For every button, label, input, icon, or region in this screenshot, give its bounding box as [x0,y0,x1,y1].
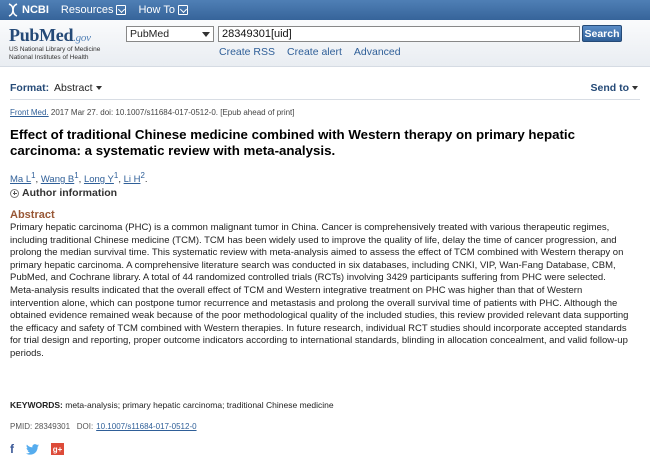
citation-text: 2017 Mar 27. doi: 10.1007/s11684-017-0512-0. [Epub ahead of print] [48,108,295,117]
resources-menu-label: Resources [60,4,114,16]
format-selector[interactable] [10,82,102,94]
database-select-value: PubMed [130,28,170,40]
pubmed-wordmark [9,25,100,46]
author-list [10,171,148,185]
author-separator: , [35,174,41,186]
ncbi-top-bar [0,0,650,20]
abstract-text: Primary hepatic carcinoma (PHC) is a common malignant tumor in China. Cancer is comprehensively treated with various therapeutic regimes, including traditional Chinese medicine (TCM). TCM has been widely used to improve the quality of life, delay the time of cancer progression, and prolong the median survival time. This systematic review with meta-analysis aimed to assess the effect of TCM combined with Western therapy on primary hepatic carcinoma. A comprehensive literature search was conducted in six databases, including CNKI, VIP, Wan-Fang Database, CBM, PubMed, and Cochrane library. A total of 44 randomized controlled trials (RCTs) involving 3429 participants suffering from PHC were selected. Meta-analysis results indicated that the overall effect of TCM and Western integrative treatment on PHC was higher than that of Western intervention alone, which can postpone tumor recurrence and metastasis and prolong the overall survival time of patients with PHC. Although the obtained evidence remained weak because of the poor methodological quality of the included studies, this review provided relevant data supporting the efficacy and safety of TCM combined with Western therapies. In future research, individual RCT studies should incorporate accepted standards for trial design and reporting, proper outcome indicators according to international standards, blinding in allocation concealment, and valid follow-up periods. [10,222,629,359]
ncbi-logo[interactable] [6,3,49,17]
chevron-down-icon [178,5,188,15]
search-links [219,46,401,58]
journal-link[interactable]: Front Med. [10,108,49,117]
format-label: Format: [10,82,50,94]
author-affiliation-sup[interactable]: 1 [74,171,79,180]
caret-down-icon [632,86,638,90]
expand-plus-icon [10,189,19,198]
pubmed-logo-word: PubMed [9,25,74,45]
author-separator: . [144,174,148,186]
how-to-menu-label: How To [138,4,175,16]
chevron-down-icon [116,5,126,15]
format-value: Abstract [54,82,93,94]
author-information-label: Author information [22,187,118,199]
pubmed-logo[interactable] [9,25,100,62]
keywords-label: KEYWORDS: [10,400,63,410]
author-separator: , [118,174,124,186]
dropdown-arrow-icon [202,32,210,37]
identifiers-line [10,422,197,431]
nih-line: National Institutes of Health [9,54,89,61]
author-link[interactable]: Long Y [83,174,114,186]
ncbi-logo-text: NCBI [22,4,49,16]
how-to-menu[interactable] [138,4,187,16]
advanced-search-link[interactable]: Advanced [353,46,401,58]
google-plus-icon[interactable]: g+ [52,444,63,454]
caret-down-icon [96,86,102,90]
search-header [0,20,650,67]
author-link[interactable]: Wang B [40,174,75,186]
keywords-text: meta-analysis; primary hepatic carcinoma; traditional Chinese medicine [62,400,334,410]
author-link[interactable]: Ma L [10,174,32,186]
author-affiliation-sup[interactable]: 1 [31,171,36,180]
pubmed-logo-gov: .gov [73,32,91,44]
database-select[interactable] [126,26,214,42]
resources-menu[interactable] [61,4,127,16]
social-share-bar [10,442,64,456]
pmid-text: PMID: 28349301 [10,422,71,431]
twitter-icon[interactable] [26,444,39,455]
author-separator: , [78,174,84,186]
author-link[interactable]: Li H [123,174,141,186]
keywords-line [10,400,334,410]
facebook-icon[interactable]: f [10,442,14,456]
abstract-heading: Abstract [10,209,55,221]
send-to-menu[interactable] [591,82,639,94]
nlm-line: US National Library of Medicine [9,46,101,53]
divider [10,99,640,100]
display-settings-row [10,82,638,94]
citation-line [10,108,295,117]
doi-link[interactable]: 10.1007/s11684-017-0512-0 [96,422,197,431]
search-button[interactable]: Search [582,25,622,42]
article-title: Effect of traditional Chinese medicine combined with Western therapy on primary hepatic carcinoma: a systematic review with meta-analysis. [10,127,575,158]
doi-label: DOI: [76,422,94,431]
author-affiliation-sup[interactable]: 1 [113,171,119,180]
search-input[interactable] [218,26,580,42]
create-rss-link[interactable]: Create RSS [219,46,276,58]
author-information-toggle[interactable] [10,187,117,199]
author-affiliation-sup[interactable]: 2 [140,171,145,180]
dna-icon [6,3,20,17]
send-to-label: Send to [590,82,629,94]
create-alert-link[interactable]: Create alert [287,46,342,58]
